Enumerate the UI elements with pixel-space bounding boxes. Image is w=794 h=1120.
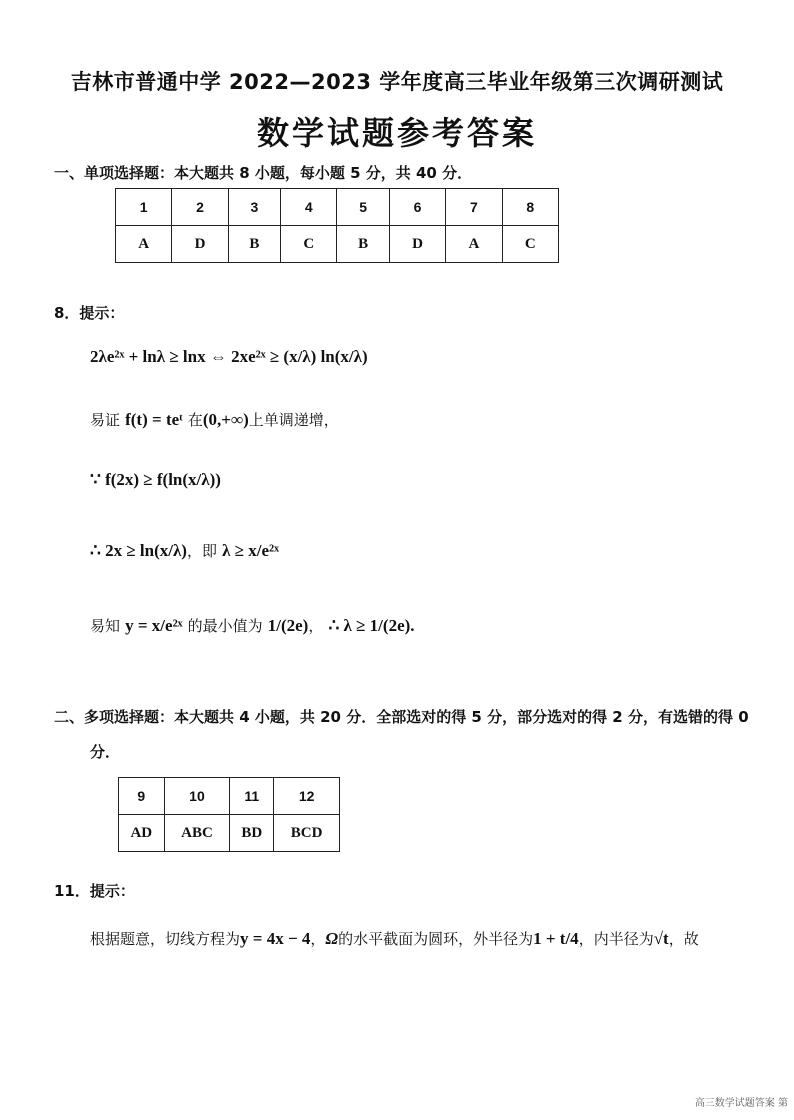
section1-answer-table: [115, 188, 559, 263]
text: ，故: [668, 930, 699, 948]
answer-cell: BCD: [274, 815, 340, 852]
text: 的最小值为: [187, 617, 263, 635]
table-row: [119, 778, 340, 815]
hint-8-label: 8．提示：: [54, 304, 125, 322]
section1-heading: 一、单项选择题：本大题共 8 小题，每小题 5 分，共 40 分．: [54, 164, 473, 182]
answer-cell: BD: [230, 815, 274, 852]
hint-8-therefore: [90, 540, 279, 561]
table-row: [116, 189, 559, 226]
text: 在: [187, 411, 203, 429]
text: 易知: [90, 617, 121, 635]
exam-title: 吉林市普通中学 2022—2023 学年度高三毕业年级第三次调研测试: [70, 70, 724, 94]
answer-cell: C: [281, 226, 337, 263]
answer-cell: C: [502, 226, 558, 263]
hint-8-conclusion: [90, 615, 415, 636]
text: 根据题意，切线方程为: [90, 930, 241, 948]
question-number: 12: [274, 778, 340, 815]
hint-11-label: 11．提示：: [54, 882, 135, 900]
question-number: 7: [446, 189, 502, 226]
answer-cell: D: [172, 226, 228, 263]
question-number: 9: [119, 778, 165, 815]
hint-8-monotonic: [90, 409, 339, 430]
text: ，: [308, 617, 324, 635]
text: .: [410, 616, 415, 635]
question-number: 3: [228, 189, 280, 226]
answer-key-title: 数学试题参考答案: [256, 114, 537, 152]
page-footer: 高三数学试题答案 第: [694, 1098, 788, 1109]
question-number: 10: [164, 778, 230, 815]
hint-8-because: ∵ f(2x) ≥ f(ln(x/λ)): [90, 470, 221, 489]
answer-cell: B: [228, 226, 280, 263]
hint-8-equivalence: 2λe²ˣ + lnλ ≥ lnx ⇔ 2xe²ˣ ≥ (x/λ) ln(x/λ): [90, 347, 368, 366]
text: 的水平截面为圆环，外半径为: [338, 930, 534, 948]
text: ，即: [186, 542, 217, 560]
section2-answer-table: [118, 777, 340, 852]
answer-cell: A: [116, 226, 172, 263]
formula: λ ≥ x/e²ˣ: [222, 541, 280, 560]
answer-cell: AD: [119, 815, 165, 852]
answer-cell: D: [389, 226, 445, 263]
section2-heading: 二、多项选择题：本大题共 4 小题，共 20 分．全部选对的得 5 分，部分选对的得 2 分，有选错的得 0: [54, 708, 749, 726]
interval: (0,+∞): [202, 410, 249, 429]
text: 上单调递增，: [248, 411, 339, 429]
question-number: 4: [281, 189, 337, 226]
table-row: [116, 226, 559, 263]
question-number: 11: [230, 778, 274, 815]
formula: y = x/e²ˣ: [125, 616, 183, 635]
question-number: 5: [337, 189, 389, 226]
text: ，内半径为: [578, 930, 654, 948]
answer-cell: B: [337, 226, 389, 263]
formula: f(t) = teᵗ: [125, 410, 183, 429]
answer-cell: A: [446, 226, 502, 263]
formula: 1/(2e): [267, 616, 309, 635]
question-number: 6: [389, 189, 445, 226]
question-number: 1: [116, 189, 172, 226]
table-row: [119, 815, 340, 852]
text: 易证: [90, 411, 121, 429]
formula: y = 4x − 4: [240, 929, 311, 948]
question-number: 8: [502, 189, 558, 226]
formula: ∴ 2x ≥ ln(x/λ): [90, 541, 187, 560]
text: ，: [310, 930, 326, 948]
hint-11-text: [90, 928, 699, 949]
formula: 1 + t/4: [533, 929, 579, 948]
answer-cell: ABC: [164, 815, 230, 852]
formula: Ω: [325, 929, 339, 948]
question-number: 2: [172, 189, 228, 226]
section2-heading-continued: 分．: [90, 743, 121, 761]
formula: √t: [653, 929, 669, 948]
formula: ∴ λ ≥ 1/(2e): [328, 616, 411, 635]
